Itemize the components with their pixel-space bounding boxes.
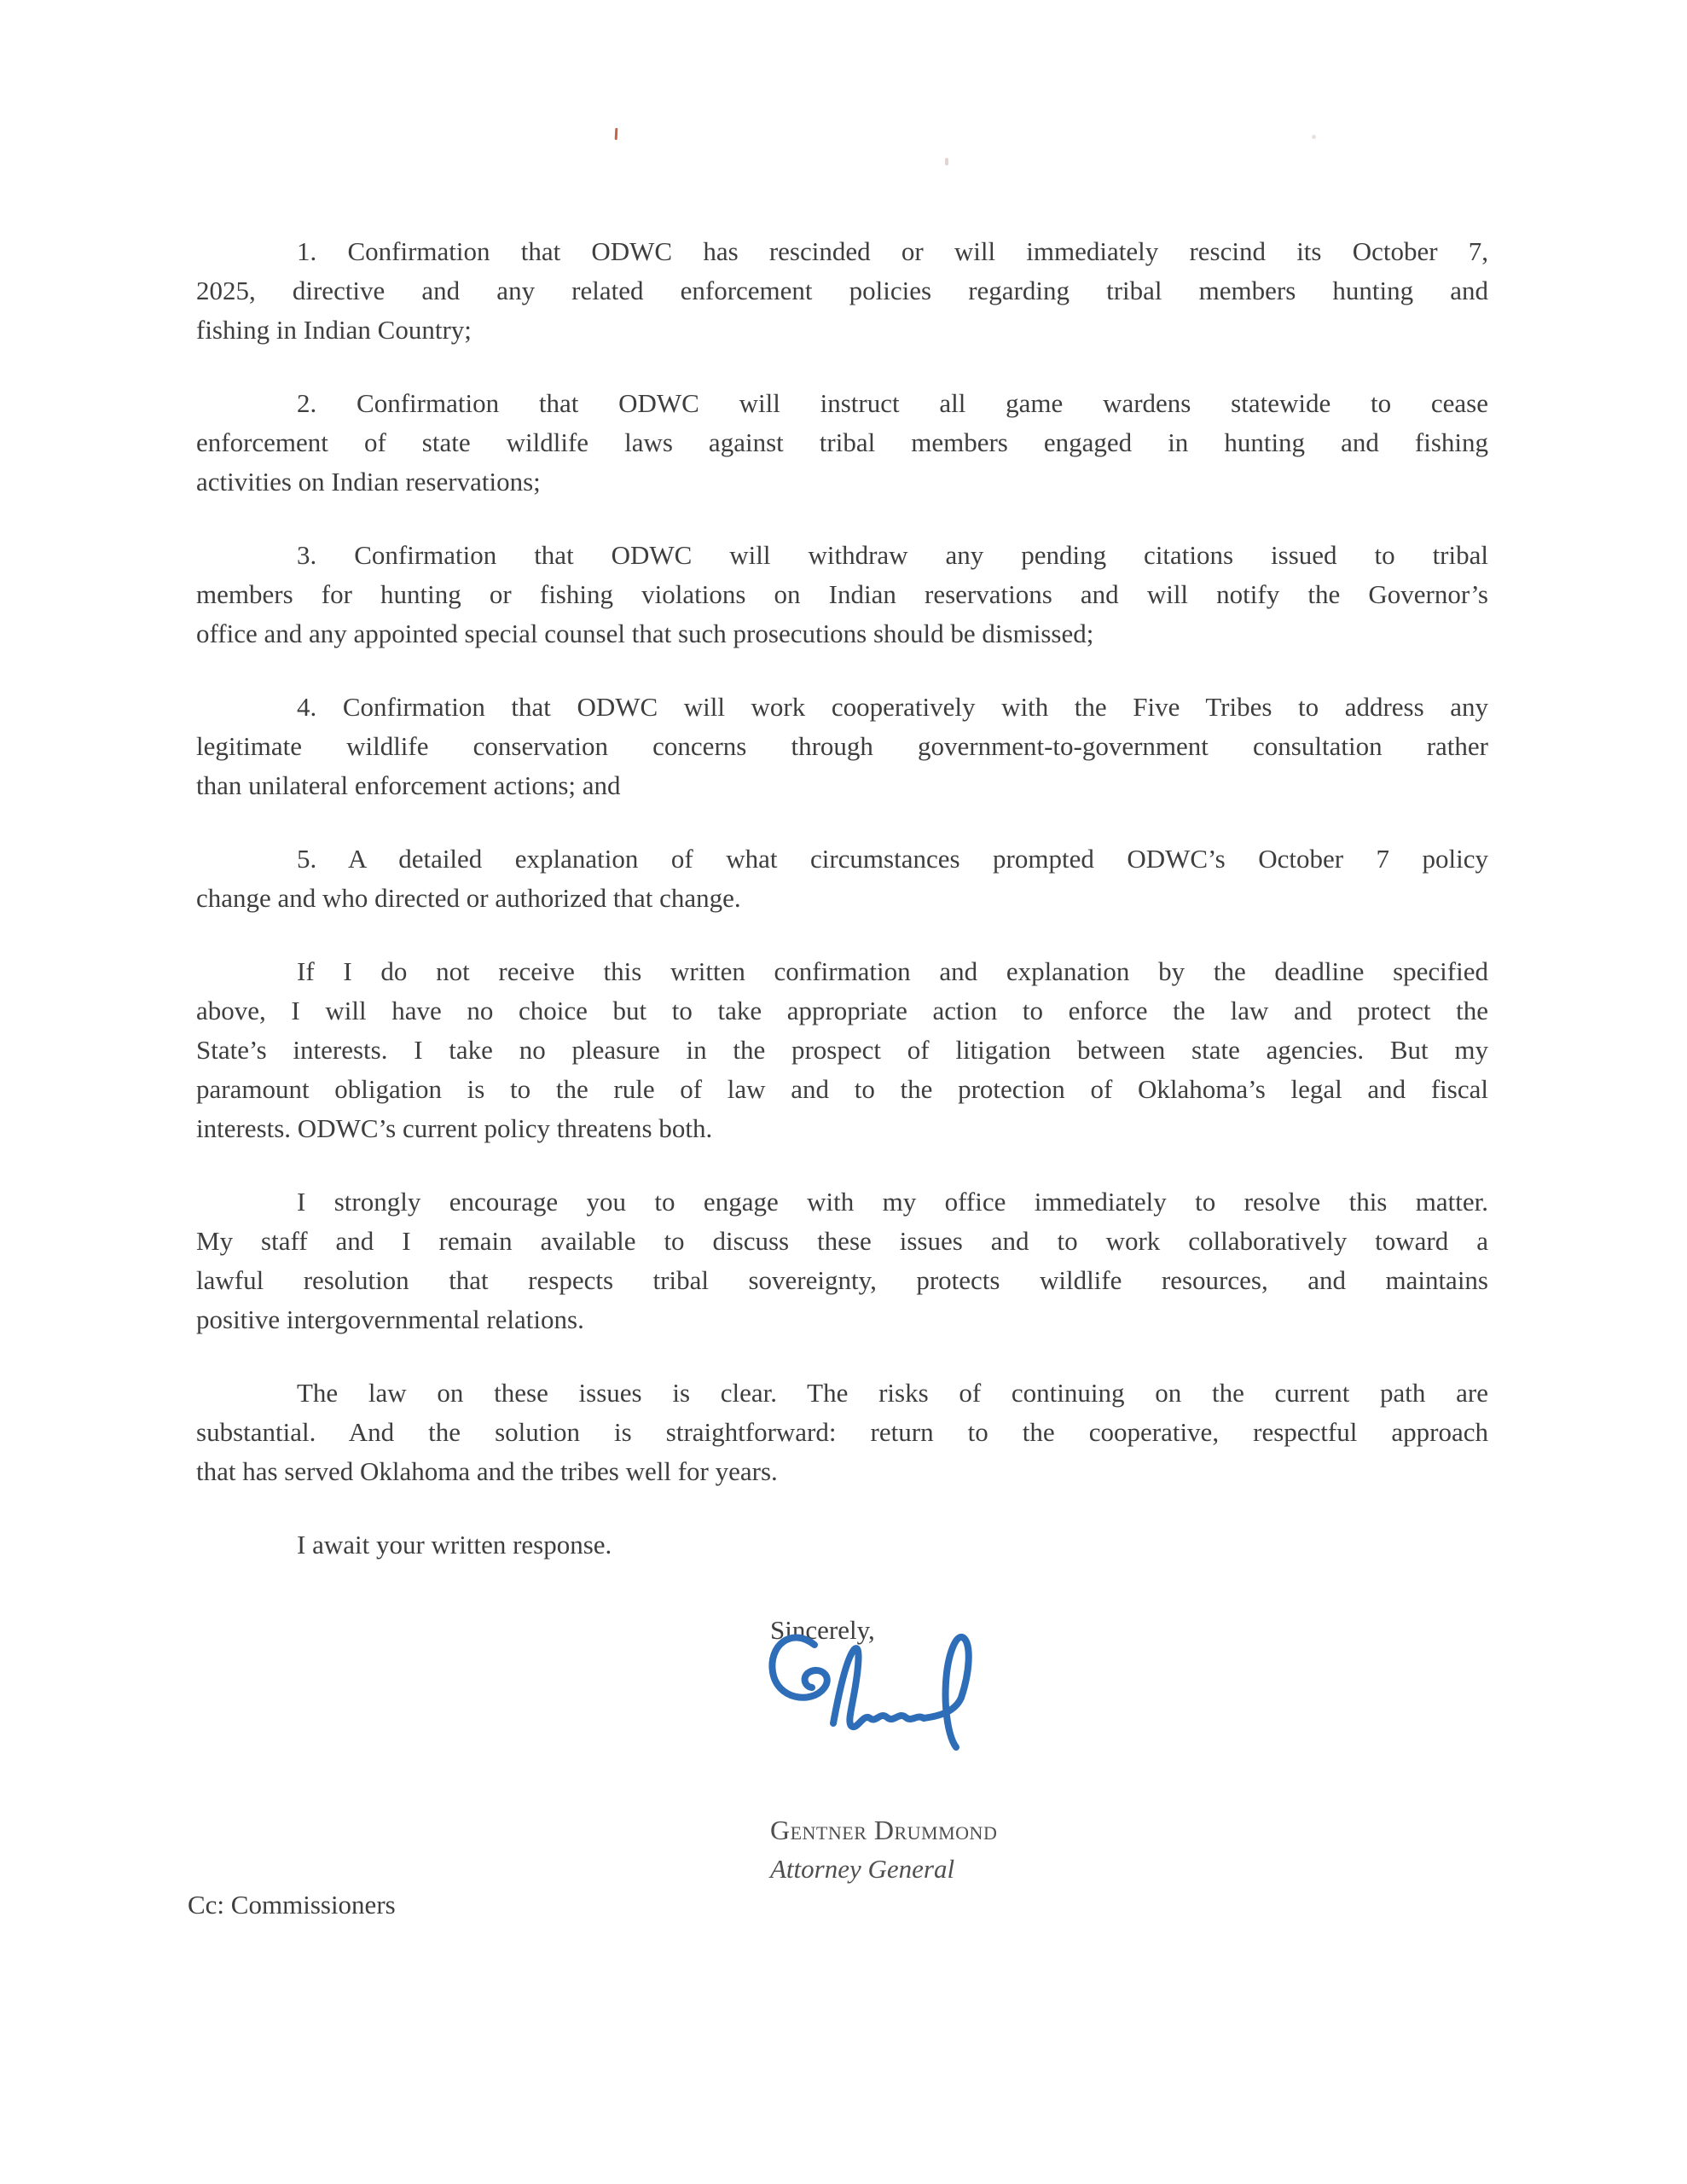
paragraph-line: lawful resolution that respects tribal sovereignty, protects wildlife resources, and maintains	[196, 1265, 1488, 1295]
signer-title: Attorney General	[770, 1854, 955, 1884]
scan-artifact-speck	[945, 158, 948, 166]
paragraph-line: State’s interests. I take no pleasure in the prospect of litigation between state agencies. But my	[196, 1035, 1488, 1065]
paragraph	[196, 1525, 1488, 1565]
paragraph-line: 2025, directive and any related enforcement policies regarding tribal members hunting and	[196, 276, 1488, 305]
paragraph-line: substantial. And the solution is straightforward: return to the cooperative, respectful approach	[196, 1417, 1488, 1447]
paragraph-line: 1. Confirmation that ODWC has rescinded or will immediately rescind its October 7,	[297, 236, 1488, 266]
paragraph-line: change and who directed or authorized that change.	[196, 883, 741, 913]
paragraph	[196, 384, 1488, 502]
paragraph-line: that has served Oklahoma and the tribes well for years.	[196, 1456, 778, 1486]
paragraph-line: legitimate wildlife conservation concerns through government-to-government consultation rather	[196, 731, 1488, 761]
paragraph	[196, 839, 1488, 918]
paragraph-line: members for hunting or fishing violations on Indian reservations and will notify the Governor’s	[196, 579, 1488, 609]
signature-handwritten-icon	[762, 1619, 1017, 1769]
paragraph-line: 4. Confirmation that ODWC will work cooperatively with the Five Tribes to address any	[297, 692, 1488, 722]
letter-body	[196, 232, 1488, 1599]
paragraph-line: 2. Confirmation that ODWC will instruct all game wardens statewide to cease	[297, 388, 1488, 418]
paragraph-line: above, I will have no choice but to take appropriate action to enforce the law and protect the	[196, 996, 1488, 1025]
paragraph-line: I strongly encourage you to engage with my office immediately to resolve this matter.	[297, 1187, 1488, 1217]
paragraph-line: My staff and I remain available to discuss these issues and to work collaboratively toward a	[196, 1226, 1488, 1256]
paragraph	[196, 536, 1488, 653]
paragraph	[196, 232, 1488, 350]
paragraph-line: fishing in Indian Country;	[196, 315, 472, 345]
paragraph-line: If I do not receive this written confirmation and explanation by the deadline specified	[297, 956, 1488, 986]
paragraph-line: activities on Indian reservations;	[196, 467, 541, 497]
paragraph	[196, 688, 1488, 805]
paragraph-line: office and any appointed special counsel that such prosecutions should be dismissed;	[196, 619, 1094, 648]
paragraph-line: than unilateral enforcement actions; and	[196, 770, 621, 800]
paragraph-line: I await your written response.	[297, 1530, 612, 1560]
paragraph	[196, 1182, 1488, 1339]
paragraph-line: The law on these issues is clear. The risks of continuing on the current path are	[297, 1378, 1488, 1408]
paragraph-line: 3. Confirmation that ODWC will withdraw any pending citations issued to tribal	[297, 540, 1488, 570]
scan-artifact-red-tick	[615, 128, 618, 140]
paragraph-line: 5. A detailed explanation of what circumstances prompted ODWC’s October 7 policy	[297, 844, 1488, 874]
cc-line: Cc: Commissioners	[188, 1890, 396, 1920]
scan-artifact-speck	[1312, 135, 1316, 139]
closing-salutation: Sincerely,	[770, 1615, 875, 1645]
paragraph-line: positive intergovernmental relations.	[196, 1304, 584, 1334]
paragraph-line: enforcement of state wildlife laws against tribal members engaged in hunting and fishing	[196, 427, 1488, 457]
signer-name: Gentner Drummond	[770, 1815, 998, 1845]
paragraph	[196, 952, 1488, 1148]
paragraph-line: interests. ODWC’s current policy threatens both.	[196, 1113, 713, 1143]
paragraph	[196, 1374, 1488, 1491]
paragraph-line: paramount obligation is to the rule of law and to the protection of Oklahoma’s legal and fiscal	[196, 1074, 1488, 1104]
